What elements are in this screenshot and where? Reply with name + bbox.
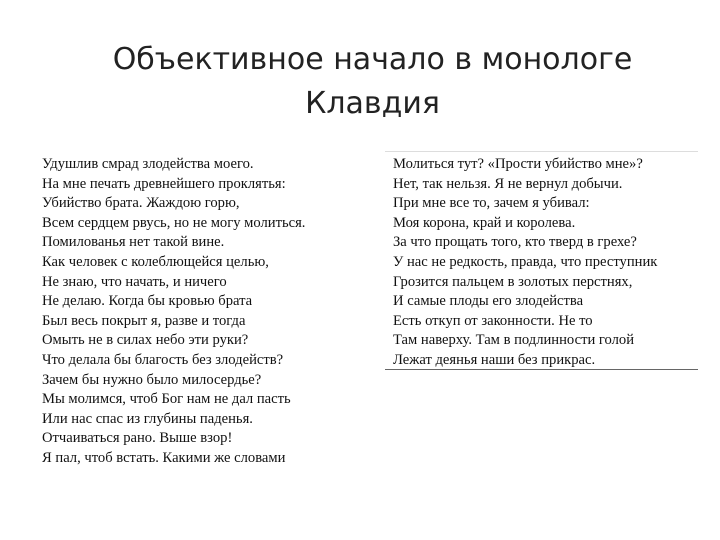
poem-line: И самые плоды его злодейства <box>393 293 584 310</box>
poem-line: Отчаиваться рано. Выше взор! <box>42 430 233 447</box>
slide-title-line-2: Клавдия <box>305 86 440 121</box>
poem-line: Или нас спас из глубины паденья. <box>42 410 253 427</box>
poem-line: На мне печать древнейшего проклятья: <box>42 175 286 192</box>
poem-left-column <box>42 155 305 469</box>
poem-line: Там наверху. Там в подлинности голой <box>393 332 635 349</box>
poem-line: Грозится пальцем в золотых перстнях, <box>393 273 633 290</box>
poem-line: Нет, так нельзя. Я не вернул добычи. <box>393 175 623 192</box>
right-column-bottom-rule <box>385 369 698 370</box>
poem-line: Всем сердцем рвусь, но не могу молиться. <box>42 214 306 231</box>
slide-title <box>0 38 720 126</box>
poem-line: При мне все то, зачем я убивал: <box>393 195 590 212</box>
poem-line: Не делаю. Когда бы кровью брата <box>42 293 253 310</box>
poem-line: Как человек с колеблющейся целью, <box>42 253 269 270</box>
slide-title-line-1: Объективное начало в монологе <box>112 42 633 77</box>
poem-line: Молиться тут? «Прости убийство мне»? <box>393 156 643 172</box>
poem-line: Мы молимся, чтоб Бог нам не дал пасть <box>42 391 291 408</box>
poem-line: Зачем бы нужно было милосердье? <box>42 371 262 388</box>
poem-line: Моя корона, край и королева. <box>393 214 576 231</box>
poem-line: Удушлив смрад злодейства моего. <box>42 156 254 172</box>
poem-line: За что прощать того, кто тверд в грехе? <box>393 234 637 251</box>
poem-line: Не знаю, что начать, и ничего <box>42 273 227 290</box>
poem-line: Я пал, чтоб встать. Какими же словами <box>42 449 286 466</box>
poem-line: Омыть не в силах небо эти руки? <box>42 332 249 349</box>
poem-line: Лежат деянья наши без прикрас. <box>393 351 596 368</box>
poem-line: Убийство брата. Жаждою горю, <box>42 195 240 212</box>
poem-line: Был весь покрыт я, разве и тогда <box>42 312 246 329</box>
poem-line: Помилованья нет такой вине. <box>42 234 225 251</box>
poem-right-column <box>393 155 657 371</box>
poem-line: У нас не редкость, правда, что преступник <box>393 253 658 270</box>
poem-line: Что делала бы благость без злодейств? <box>42 351 284 368</box>
poem-line: Есть откуп от законности. Не то <box>393 312 593 329</box>
right-column-top-rule <box>385 151 698 152</box>
